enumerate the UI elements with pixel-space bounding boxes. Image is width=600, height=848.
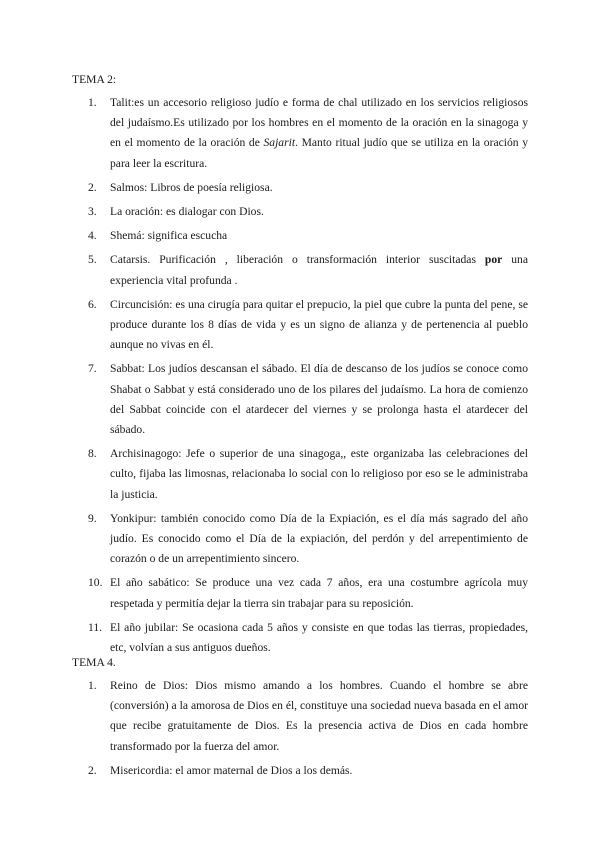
item-text: Archisinagogo: Jefe o superior de una sinagoga,, este organizaba las celebraciones del culto, fijaba las limosnas, relacionaba lo social con lo religioso por eso se le administraba la justicia.: [110, 447, 528, 501]
list-item-talit: [0, 93, 528, 174]
list-item-oracion: [0, 202, 528, 222]
item-number: 10.: [88, 576, 103, 590]
item-number: 1.: [88, 679, 97, 692]
item-text: Reino de Dios: Dios mismo amando a los hombres. Cuando el hombre se abre (conversión) a la amorosa de Dios en él, constituye una sociedad nueva basada en el amor que recibe gratuitamente de Dios. Es la presencia activa de Dios en cada hombre transformado por la fuerza del amor.: [110, 679, 528, 753]
item-text: Talit:es un accesorio religioso judío e forma de chal utilizado en los servicios religiosos del judaísmo.Es utilizado por los hombres en el momento de la oración en la sinagoga y en el momento de la oración de Sajarit. Manto ritual judío que se utiliza en la oración y para leer la escritura.: [110, 96, 528, 170]
list-item-yonkipur: [0, 509, 528, 570]
item-text: Catarsis. Purificación , liberación o transformación interior suscitadas por una experiencia vital profunda .: [110, 253, 528, 287]
item-text: Yonkipur: también conocido como Día de la Expiación, es el día más sagrado del año judío. Es conocido como el Día de la expiación, del perdón y del arrepentimiento de corazón o de un arrepentimiento sincero.: [110, 511, 528, 566]
item-number: 2.: [88, 763, 97, 777]
list-item-ano-sabatico: [0, 573, 528, 613]
item-text: Circuncisión: es una cirugía para quitar el prepucio, la piel que cubre la punta del pene, se produce durante los 8 días de vida y es un signo de alianza y de pertenencia al pueblo aunque no vivas en él.: [110, 297, 528, 352]
item-number: 3.: [88, 205, 97, 219]
tema-4-heading: TEMA 4.: [72, 656, 116, 669]
item-number: 7.: [88, 362, 97, 376]
list-item-ano-jubilar: [0, 618, 528, 658]
list-item-archisinagogo: [0, 444, 528, 505]
item-text: Misericordia: el amor maternal de Dios a los demás.: [110, 763, 353, 777]
list-item-sabbat: [0, 359, 528, 440]
item-text: Sabbat: Los judíos descansan el sábado. El día de descanso de los judíos se conoce como Shabat o Sabbat y está considerado uno de los pilares del judaísmo. La hora de comienzo del Sabbat coincide con el atardecer del viernes y se prolonga hasta el atardecer del sábado.: [110, 362, 528, 437]
item-text: Shemá: significa escucha: [110, 229, 228, 243]
item-number: 2.: [88, 180, 97, 194]
item-text: Salmos: Libros de poesía religiosa.: [110, 180, 273, 194]
list-item-circuncision: [0, 295, 528, 356]
tema-2-list: [0, 93, 528, 662]
item-number: 6.: [88, 297, 97, 311]
item-text: El año jubilar: Se ocasiona cada 5 años y consiste en que todas las tierras, propiedades, etc, volvían a sus antiguos dueños.: [110, 620, 528, 655]
italic-term: Sajarit: [263, 136, 296, 150]
item-text: La oración: es dialogar con Dios.: [110, 205, 264, 219]
list-item-shema: [0, 226, 528, 246]
item-number: 4.: [88, 229, 97, 243]
bold-word: por: [484, 253, 503, 267]
tema-2-heading: TEMA 2:: [72, 73, 117, 86]
item-number: 1.: [88, 96, 97, 109]
item-text: El año sabático: Se produce una vez cada 7 años, era una costumbre agrícola muy respetada y permitía dejar la tierra sin trabajar para su reposición.: [110, 576, 528, 610]
item-number: 9.: [88, 511, 97, 525]
item-number: 8.: [88, 447, 97, 461]
item-number: 5.: [88, 253, 97, 267]
list-item-misericordia: [0, 761, 528, 781]
list-item-salmos: [0, 178, 528, 198]
list-item-reino-de-dios: [0, 676, 528, 757]
list-item-catarsis: [0, 250, 528, 290]
tema-4-list: [0, 676, 528, 785]
item-number: 11.: [88, 620, 103, 634]
